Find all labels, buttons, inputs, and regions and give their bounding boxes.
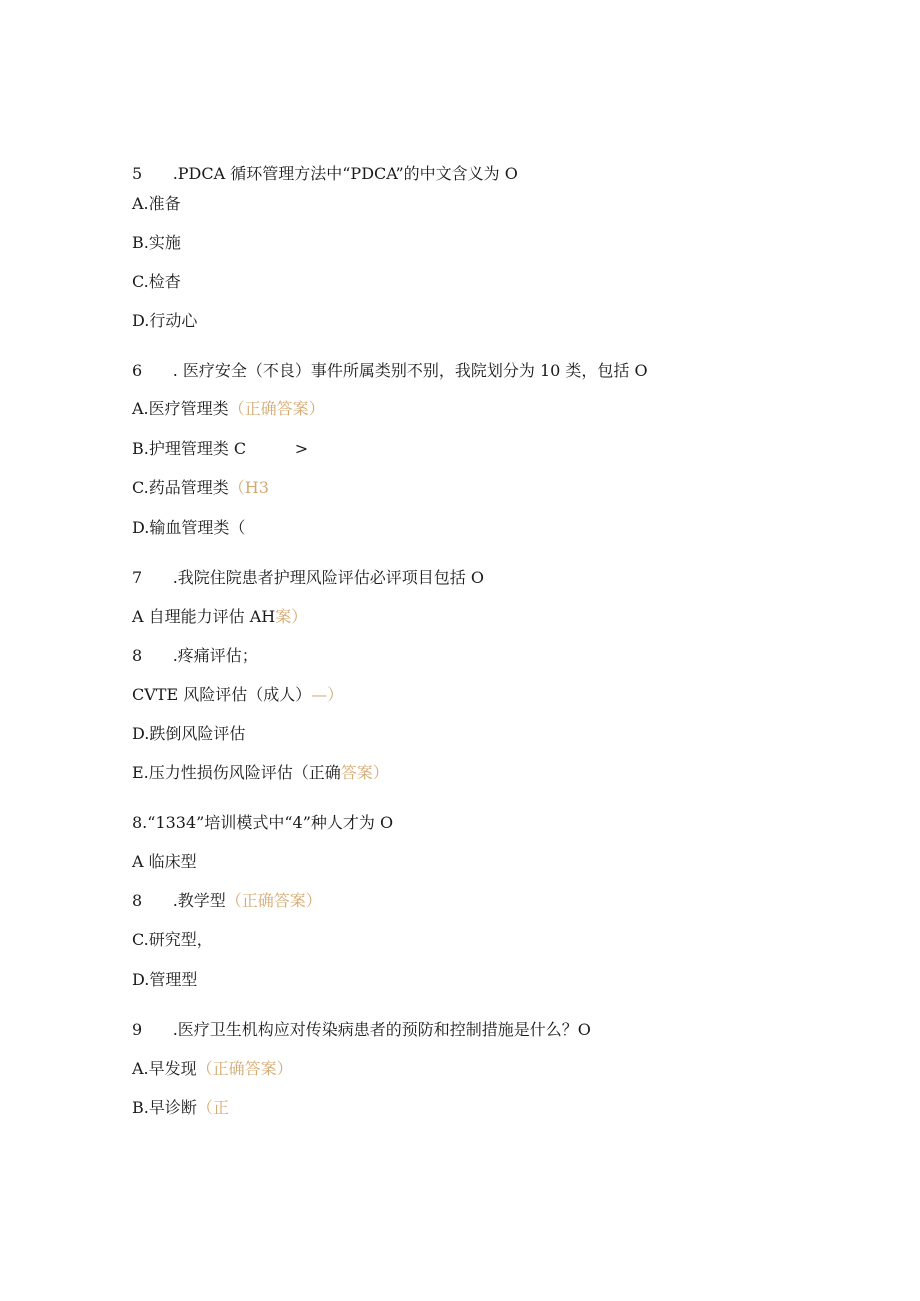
correct-answer-mark: （正确答案） [196, 1059, 293, 1078]
option-a: A.准备 [132, 194, 181, 213]
correct-answer-mark: （正确答案） [228, 399, 325, 418]
correct-answer-mark: —） [311, 685, 344, 704]
question-7: 7 .我院住院患者护理风险评估必评项目包括 O [132, 568, 484, 587]
question-8: 8.“1334”培训模式中“4”种人才为 O [132, 813, 394, 832]
question-5: 5 .PDCA 循环管理方法中“PDCA”的中文含义为 O [132, 164, 518, 183]
option-c: CVTE 风险评估（成人）—） [132, 685, 344, 704]
option-b: B.实施 [132, 233, 181, 252]
correct-answer-mark: （正确答案） [225, 891, 322, 910]
option-b: 8 .教学型（正确答案） [132, 891, 322, 910]
correct-answer-mark: 答案） [340, 763, 389, 782]
option-c: C.研究型， [132, 930, 213, 949]
question-6: 6 . 医疗安全（不良）事件所属类别不别，我院划分为 10 类，包括 O [132, 361, 648, 380]
option-a: A 自理能力评估 AH案） [132, 607, 308, 626]
option-d: D.输血管理类（ [132, 518, 246, 537]
option-d: D.跌倒风险评估 [132, 724, 246, 743]
option-e: E.压力性损伤风险评估（正确答案） [132, 763, 389, 782]
correct-answer-mark: （正 [196, 1098, 229, 1117]
option-d: D.行动心 [132, 311, 198, 330]
option-b: 8 .疼痛评估； [132, 646, 258, 665]
question-9: 9 .医疗卫生机构应对传染病患者的预防和控制措施是什么？O [132, 1020, 591, 1039]
option-a: A 临床型 [132, 852, 197, 871]
correct-answer-mark: （H3 [228, 478, 269, 497]
option-c: C.药品管理类（H3 [132, 478, 269, 497]
option-a: A.医疗管理类（正确答案） [132, 399, 325, 418]
correct-answer-mark: 案） [275, 607, 308, 626]
option-b: B.早诊断（正 [132, 1098, 229, 1117]
option-d: D.管理型 [132, 970, 198, 989]
option-b: B.护理管理类 C > [132, 439, 309, 458]
option-c: C.检杳 [132, 272, 181, 291]
option-a: A.早发现（正确答案） [132, 1059, 293, 1078]
